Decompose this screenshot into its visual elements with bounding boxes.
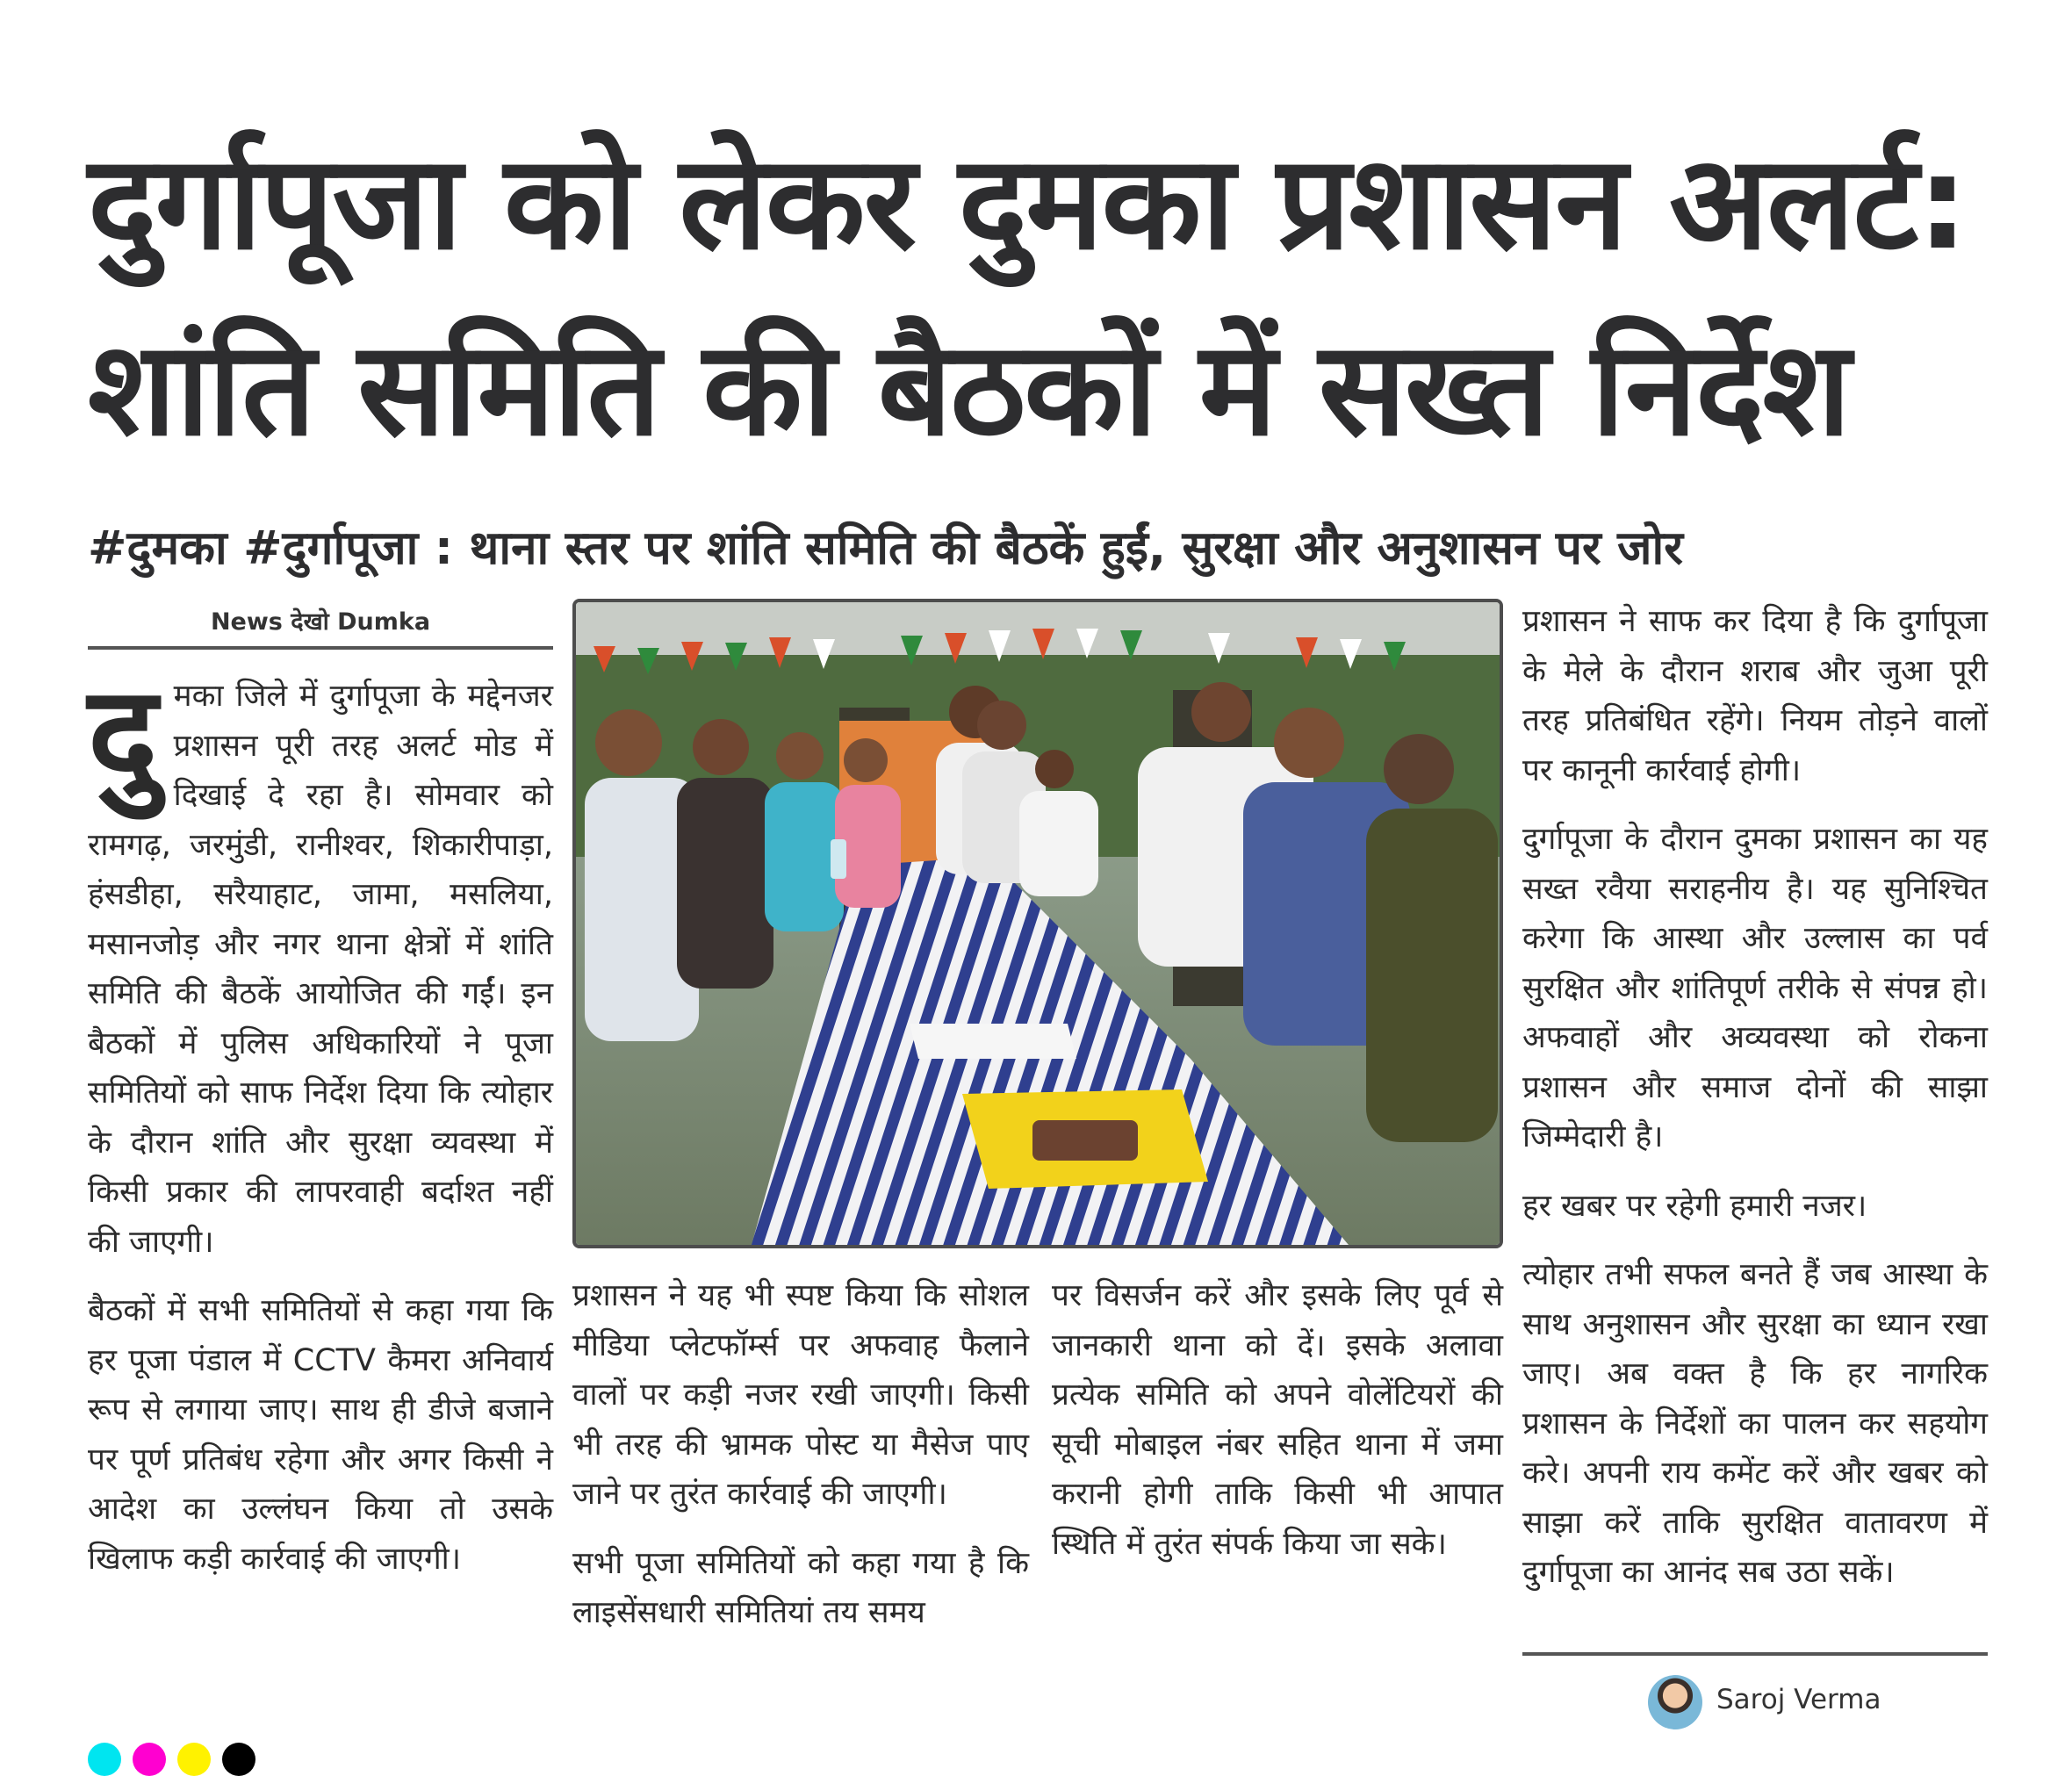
paragraph: दुर्गापूजा के दौरान दुमका प्रशासन का यह सख्त रवैया सराहनीय है। यह सुनिश्चित करेगा कि आस्था और उल्लास का पर्व सुरक्षित और शांतिपूर्ण तरीके से संपन्न हो। अफवाहों और अव्यवस्था को रोकना प्रशासन और समाज दोनों की साझा जिम्मेदारी है। bbox=[1522, 822, 1988, 1154]
article-column-2 bbox=[572, 1271, 1029, 1657]
drop-cap: दु bbox=[88, 658, 158, 811]
headline bbox=[88, 110, 2002, 482]
paragraph: पर विसर्जन करें और इसके लिए पूर्व से जानकारी थाना को दें। इसके अलावा प्रत्येक समिति को अपने वोलेंटियरों की सूची मोबाइल नंबर सहित थाना में जमा करानी होगी ताकि किसी भी आपात स्थिति में तुरंत संपर्क किया जा सके। bbox=[1052, 1278, 1503, 1562]
print-mark-magenta bbox=[133, 1743, 166, 1776]
paragraph: सभी पूजा समितियों को कहा गया है कि लाइसेंसधारी समितियां तय समय bbox=[572, 1545, 1029, 1630]
article-column-4 bbox=[1522, 597, 1988, 1617]
headline-line-2: शांति समिति की बैठकों में सख्त निर्देश bbox=[88, 313, 1850, 464]
paragraph-text: मका जिले में दुर्गापूजा के मद्देनजर प्रशासन पूरी तरह अलर्ट मोड में दिखाई दे रहा है। सोमवार को रामगढ़, जरमुंडी, रानीश्वर, शिकारीपाड़ा, हंसडीहा, सरैयाहाट, जामा, मसलिया, मसानजोड़ और नगर थाना क्षेत्रों में शांति समिति की बैठकें आयोजित की गईं। इन बैठकों में पुलिस अधिकारियों ने पूजा समितियों को साफ निर्देश दिया कि त्योहार के दौरान शांति और सुरक्षा व्यवस्था में किसी प्रकार की लापरवाही बर्दाश्त नहीं की जाएगी। bbox=[88, 679, 553, 1260]
author-avatar bbox=[1648, 1675, 1702, 1729]
author-name: Saroj Verma bbox=[1716, 1684, 1881, 1715]
paragraph: हर खबर पर रहेगी हमारी नजर। bbox=[1522, 1188, 1867, 1224]
print-mark-cyan bbox=[88, 1743, 121, 1776]
headline-line-1: दुर्गापूजा को लेकर दुमका प्रशासन अलर्ट: bbox=[88, 127, 1968, 278]
paragraph: प्रशासन ने साफ कर दिया है कि दुर्गापूजा के मेले के दौरान शराब और जुआ पूरी तरह प्रतिबंधित रहेंगे। नियम तोड़ने वालों पर कानूनी कार्रवाई होगी। bbox=[1522, 604, 1988, 788]
print-mark-black bbox=[222, 1743, 255, 1776]
print-mark-yellow bbox=[177, 1743, 211, 1776]
article-column-1 bbox=[88, 658, 553, 1603]
article-column-3 bbox=[1052, 1271, 1503, 1588]
author-rule bbox=[1522, 1652, 1988, 1656]
byline: News देखो Dumka bbox=[210, 608, 431, 636]
meeting-photo-illustration bbox=[576, 602, 1500, 1245]
paragraph bbox=[88, 658, 553, 1267]
subheadline: #दुमका #दुर्गापूजा : थाना स्तर पर शांति समिति की बैठकें हुईं, सुरक्षा और अनुशासन पर जोर bbox=[88, 521, 1683, 575]
byline-rule bbox=[88, 646, 553, 650]
paragraph: त्योहार तभी सफल बनते हैं जब आस्था के साथ अनुशासन और सुरक्षा का ध्यान रखा जाए। अब वक्त है कि हर नागरिक प्रशासन के निर्देशों का पालन कर सहयोग करे। अपनी राय कमेंट करें और खबर को साझा करें ताकि सुरक्षित वातावरण में दुर्गापूजा का आनंद सब उठा सकें। bbox=[1522, 1257, 1988, 1590]
paragraph: प्रशासन ने यह भी स्पष्ट किया कि सोशल मीडिया प्लेटफॉर्म्स पर अफवाह फैलाने वालों पर कड़ी नजर रखी जाएगी। किसी भी तरह की भ्रामक पोस्ट या मैसेज पाए जाने पर तुरंत कार्रवाई की जाएगी। bbox=[572, 1278, 1029, 1512]
article-photo bbox=[572, 599, 1503, 1248]
paragraph: बैठकों में सभी समितियों से कहा गया कि हर पूजा पंडाल में CCTV कैमरा अनिवार्य रूप से लगाया जाए। साथ ही डीजे बजाने पर पूर्ण प्रतिबंध रहेगा और अगर किसी ने आदेश का उल्लंघन किया तो उसके खिलाफ कड़ी कार्रवाई की जाएगी। bbox=[88, 1293, 553, 1577]
